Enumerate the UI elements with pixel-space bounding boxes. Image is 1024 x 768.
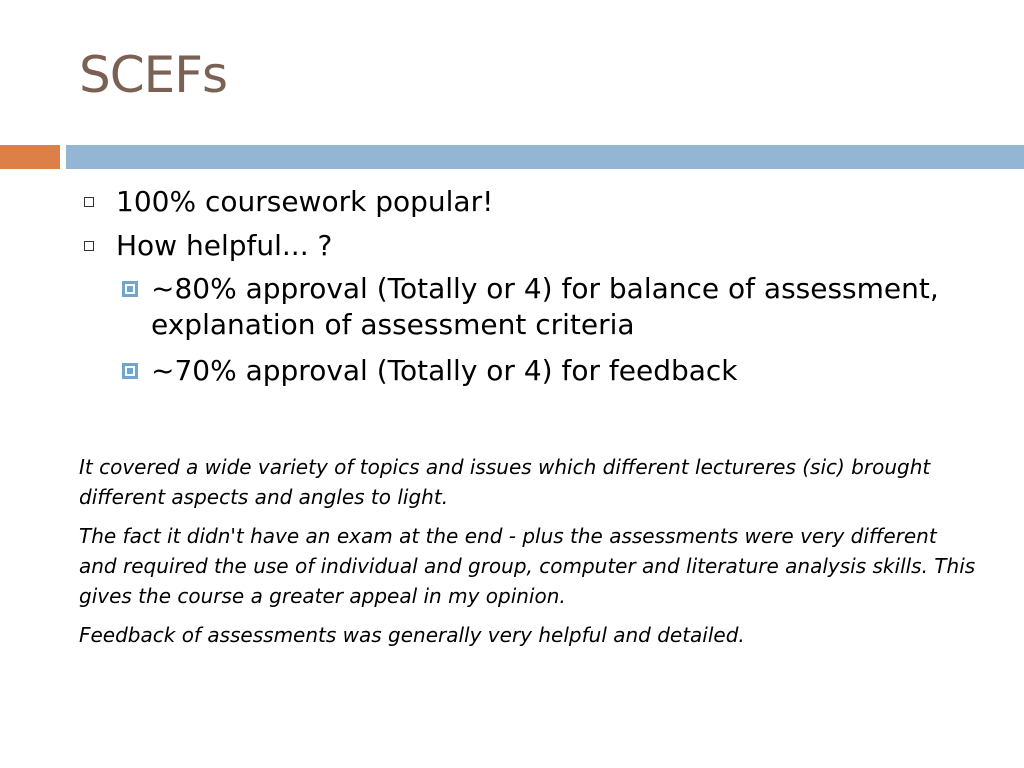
bullet-text: 100% coursework popular! bbox=[116, 185, 494, 218]
sub-bullet-item bbox=[0, 353, 1024, 389]
bullet-item bbox=[0, 180, 1024, 224]
sub-bullet-text: ~80% approval (Totally or 4) for balance of assessment, explanation of assessment criteria bbox=[151, 272, 939, 341]
student-quotes bbox=[79, 452, 979, 659]
filled-square-bullet-icon bbox=[122, 363, 138, 379]
hollow-square-icon bbox=[84, 197, 94, 207]
sub-bullet-item bbox=[0, 271, 1024, 343]
hollow-square-icon bbox=[84, 241, 94, 251]
bullet-list bbox=[0, 180, 1024, 389]
slide-title: SCEFs bbox=[79, 46, 228, 104]
bullet-text: How helpful... ? bbox=[116, 229, 333, 262]
accent-bar-orange bbox=[0, 145, 60, 169]
quote-paragraph: The fact it didn't have an exam at the end - plus the assessments were very different and required the use of individual and group, computer and literature analysis skills. This gives the course a greater appeal in my opinion. bbox=[79, 524, 976, 608]
bullet-item bbox=[0, 224, 1024, 268]
quote-paragraph: It covered a wide variety of topics and issues which different lectureres (sic) brought different aspects and angles to light. bbox=[79, 455, 931, 509]
accent-bar-blue bbox=[66, 145, 1024, 169]
sub-bullet-text: ~70% approval (Totally or 4) for feedback bbox=[151, 354, 738, 387]
filled-square-bullet-icon bbox=[122, 281, 138, 297]
quote-paragraph: Feedback of assessments was generally very helpful and detailed. bbox=[79, 623, 745, 647]
